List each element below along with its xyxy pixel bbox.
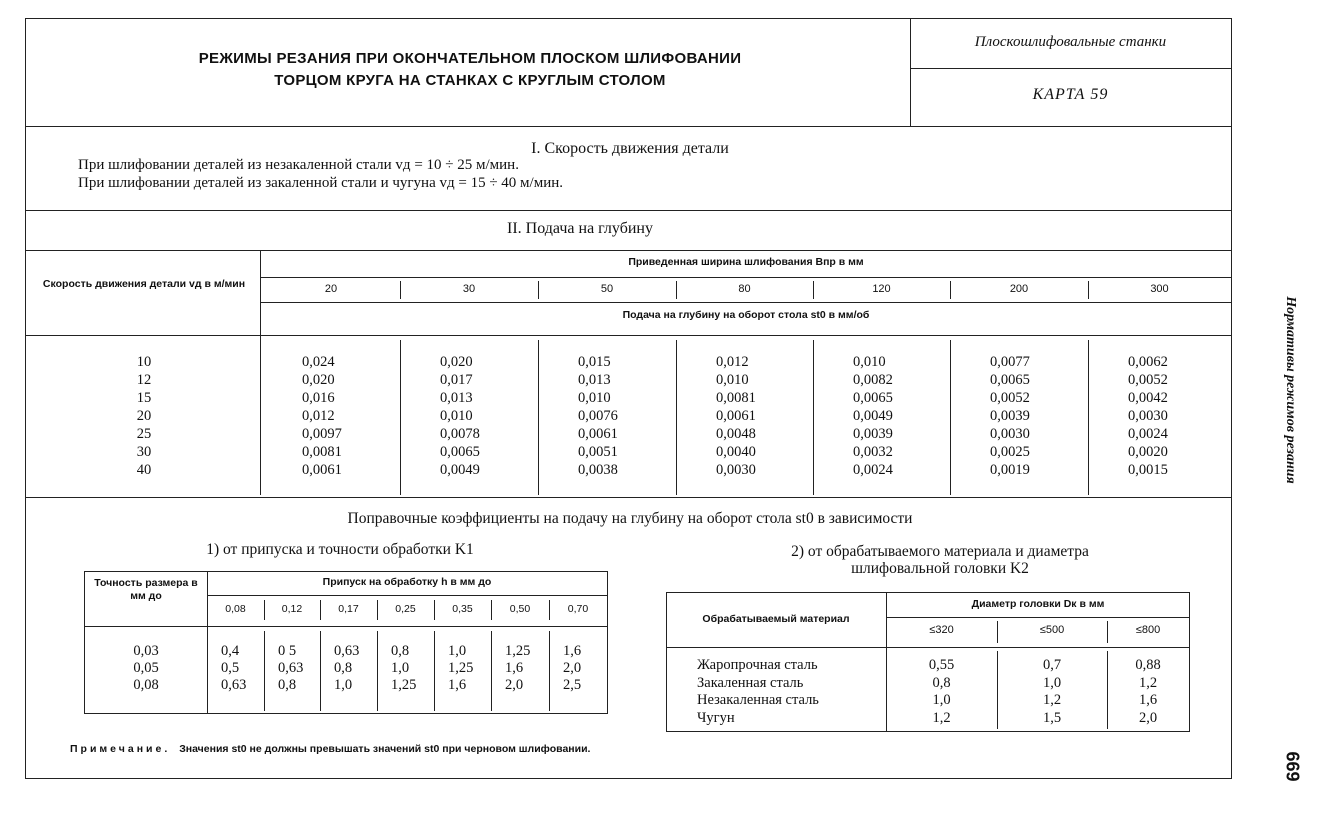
- feed-value: 0,0032: [853, 444, 893, 460]
- note: [70, 743, 590, 755]
- k2-value: 1,6: [1138, 692, 1158, 708]
- feed-value: 0,010: [440, 408, 473, 424]
- k1-allowance: 0,25: [395, 603, 416, 615]
- feed-value: 0,0076: [578, 408, 618, 424]
- machine-type: Плоскошлифовальные станки: [974, 34, 1167, 50]
- feed-value: 0,015: [578, 354, 611, 370]
- width-value: 50: [600, 283, 614, 295]
- speed-value: 20: [136, 408, 152, 424]
- k1-value-column: [334, 643, 359, 694]
- k2-material-column: [697, 657, 819, 727]
- card-number: КАРТА 59: [1032, 86, 1109, 103]
- k2-diameter: ≤320: [929, 624, 954, 636]
- section-2-title: II. Подача на глубину: [507, 220, 653, 237]
- feed-value: 0,0065: [440, 444, 480, 460]
- feed-value: 0,0048: [716, 426, 756, 442]
- k1-accuracy: 0,05: [133, 660, 159, 676]
- k2-value: 1,2: [932, 709, 951, 726]
- feed-value: 0,0024: [1128, 426, 1168, 442]
- feed-value: 0,012: [716, 354, 749, 370]
- k1-accuracy: 0,03: [133, 643, 159, 659]
- k1-value: 0 5: [278, 643, 297, 659]
- feed-value: 0,013: [440, 390, 473, 406]
- k2-value: 1,2: [1138, 674, 1158, 691]
- feed-value: 0,0051: [578, 444, 618, 460]
- k2-value-column: [1107, 657, 1189, 727]
- k1-allowance: 0,70: [567, 603, 589, 615]
- feed-value: 0,0052: [990, 390, 1030, 406]
- feed-value: 0,0049: [853, 408, 893, 424]
- column-separator: [813, 340, 814, 495]
- feed-value: 0,010: [716, 372, 749, 388]
- feed-value: 0,0024: [853, 462, 893, 478]
- feed-value: 0,017: [440, 372, 473, 388]
- k1-allowance: 0,08: [225, 603, 246, 615]
- feed-column: [990, 353, 1030, 479]
- feed-value: 0,0030: [716, 462, 756, 478]
- k1-value: 1,0: [334, 677, 353, 693]
- k2-value: 0,55: [928, 657, 955, 673]
- speed-value: 10: [136, 354, 152, 370]
- feed-value: 0,0019: [990, 462, 1030, 478]
- k1-accuracy-column: [86, 643, 206, 694]
- width-value: 20: [324, 283, 338, 295]
- feed-value: 0,0097: [302, 426, 342, 442]
- k1-col-header: Припуск на обработку h в мм до: [322, 576, 492, 588]
- k2-material: Незакаленная сталь: [697, 692, 819, 708]
- k1-value: 0,63: [221, 677, 247, 693]
- width-header: Приведенная ширина шлифования Bпр в мм: [628, 256, 864, 268]
- k2-title-line-1: 2) от обрабатываемого материала и диаметра: [791, 543, 1089, 560]
- k2-diameter: ≤500: [1039, 624, 1065, 636]
- feed-column: [1128, 353, 1168, 479]
- k1-column-separator: [264, 631, 265, 711]
- feed-value: 0,010: [578, 390, 611, 406]
- title-line-2: ТОРЦОМ КРУГА НА СТАНКАХ С КРУГЛЫМ СТОЛОМ: [274, 72, 666, 89]
- k1-allowance: 0,35: [452, 603, 473, 615]
- feed-column: [440, 353, 480, 479]
- k1-value: 1,0: [391, 660, 410, 676]
- section-1-line-2: При шлифовании деталей из закаленной стали и чугуна vд = 15 ÷ 40 м/мин.: [78, 175, 564, 191]
- k2-value-column: [886, 657, 997, 727]
- feed-column: [578, 353, 618, 479]
- feed-value: 0,0042: [1128, 390, 1168, 406]
- sidebar-vertical-text: Нормативы режимов резания: [1283, 296, 1298, 484]
- k1-value-column: [278, 643, 303, 694]
- feed-column: [853, 353, 893, 479]
- feed-value: 0,0039: [990, 408, 1030, 424]
- k2-value: 0,7: [1042, 657, 1062, 673]
- k1-value: 1,6: [448, 677, 467, 693]
- k1-value-column: [505, 643, 530, 694]
- section-1-title: I. Скорость движения детали: [531, 140, 729, 157]
- width-value: 300: [1150, 283, 1169, 295]
- speed-value: 15: [136, 390, 152, 406]
- page-number: 669: [1282, 751, 1303, 782]
- k2-value: 1,2: [1042, 692, 1062, 708]
- speed-column: [30, 353, 258, 479]
- k1-allowance: 0,50: [509, 603, 531, 615]
- k2-material: Чугун: [697, 709, 735, 726]
- feed-value: 0,012: [302, 408, 335, 424]
- column-separator: [400, 340, 401, 495]
- column-separator: [1088, 340, 1089, 495]
- k1-value: 2,0: [563, 660, 582, 676]
- k1-value: 0,4: [221, 643, 240, 659]
- column-separator: [676, 340, 677, 495]
- k1-value: 0,63: [334, 643, 360, 659]
- feed-value: 0,0030: [1128, 408, 1168, 424]
- speed-value: 30: [136, 444, 152, 460]
- corrections-title: Поправочные коэффициенты на подачу на глубину на оборот стола st0 в зависимости: [347, 510, 913, 527]
- k1-column-separator: [320, 631, 321, 711]
- column-separator: [538, 340, 539, 495]
- k2-value: 1,0: [1042, 674, 1062, 691]
- feed-value: 0,0062: [1128, 354, 1168, 370]
- k2-material: Закаленная сталь: [697, 674, 804, 691]
- k1-value: 1,6: [563, 643, 582, 659]
- k1-value: 0,63: [278, 660, 304, 676]
- note-text: Значения st0 не должны превышать значений st0 при черновом шлифовании.: [179, 743, 591, 755]
- k1-row-header: Точность размера в мм до: [94, 577, 198, 602]
- feed-value: 0,0065: [990, 372, 1030, 388]
- feed-value: 0,0065: [853, 390, 893, 406]
- k1-value: 1,25: [448, 660, 474, 676]
- feed-value: 0,0061: [578, 426, 618, 442]
- feed-value: 0,020: [440, 354, 473, 370]
- k1-value-column: [448, 643, 473, 694]
- k2-value: 0,88: [1135, 657, 1161, 673]
- feed-value: 0,0077: [990, 354, 1030, 370]
- feed-value: 0,013: [578, 372, 611, 388]
- k2-col-header: Диаметр головки Dк в мм: [971, 598, 1105, 610]
- k1-value: 0,5: [221, 660, 240, 676]
- k1-title: 1) от припуска и точности обработки K1: [206, 541, 474, 558]
- feed-value: 0,020: [302, 372, 335, 388]
- k2-title-line-2: шлифовальной головки K2: [851, 560, 1029, 577]
- k1-accuracy: 0,08: [133, 677, 159, 693]
- feed-value: 0,0038: [578, 462, 618, 478]
- k1-value-column: [563, 643, 581, 694]
- k2-diameter: ≤800: [1135, 624, 1161, 636]
- k1-value: 1,25: [505, 643, 531, 659]
- k1-column-separator: [549, 631, 550, 711]
- feed-value: 0,0020: [1128, 444, 1168, 460]
- feed-value: 0,024: [302, 354, 335, 370]
- width-value: 200: [1009, 283, 1029, 295]
- feed-value: 0,0049: [440, 462, 480, 478]
- k2-value: 1,0: [932, 692, 951, 708]
- feed-value: 0,0052: [1128, 372, 1168, 388]
- k1-value: 0,8: [334, 660, 353, 676]
- k1-value: 2,5: [563, 677, 582, 693]
- feed-column: [302, 353, 342, 479]
- k1-value: 0,8: [278, 677, 297, 693]
- k1-value: 1,0: [448, 643, 467, 659]
- k2-value: 2,0: [1138, 709, 1158, 726]
- feed-value: 0,0040: [716, 444, 756, 460]
- feed-value: 0,0039: [853, 426, 893, 442]
- speed-value: 12: [136, 372, 152, 388]
- feed-value: 0,0061: [716, 408, 756, 424]
- feed-value: 0,016: [302, 390, 335, 406]
- k1-value: 0,8: [391, 643, 410, 659]
- k2-value-column: [997, 657, 1107, 727]
- k2-value: 0,8: [932, 674, 951, 691]
- feed-column: [716, 353, 756, 479]
- k1-allowance: 0,17: [338, 603, 359, 615]
- width-value: 30: [462, 283, 476, 295]
- k2-row-header: Обрабатываемый материал: [702, 613, 850, 625]
- feed-value: 0,0015: [1128, 462, 1168, 478]
- feed-value: 0,0078: [440, 426, 480, 442]
- note-label: Примечание.: [70, 743, 171, 755]
- k1-value-column: [391, 643, 416, 694]
- k2-material: Жаропрочная сталь: [697, 657, 818, 673]
- feed-header: Подача на глубину на оборот стола st0 в мм/об: [622, 309, 870, 321]
- k1-column-separator: [491, 631, 492, 711]
- width-value: 120: [872, 283, 891, 295]
- k2-value: 1,5: [1042, 709, 1062, 726]
- k1-column-separator: [434, 631, 435, 711]
- speed-column-header: Скорость движения детали vд в м/мин: [42, 278, 246, 290]
- speed-value: 25: [136, 426, 152, 442]
- column-separator: [950, 340, 951, 495]
- title-line-1: РЕЖИМЫ РЕЗАНИЯ ПРИ ОКОНЧАТЕЛЬНОМ ПЛОСКОМ ШЛИФОВАНИИ: [198, 50, 742, 67]
- feed-value: 0,0081: [302, 444, 342, 460]
- k1-value-column: [221, 643, 246, 694]
- width-value: 80: [738, 283, 751, 295]
- k1-value: 1,25: [391, 677, 417, 693]
- section-1-line-1: При шлифовании деталей из незакаленной стали vд = 10 ÷ 25 м/мин.: [78, 157, 519, 173]
- k1-column-separator: [377, 631, 378, 711]
- feed-value: 0,0030: [990, 426, 1030, 442]
- k1-allowance: 0,12: [281, 603, 303, 615]
- feed-value: 0,0061: [302, 462, 342, 478]
- speed-value: 40: [136, 462, 152, 478]
- k1-value: 1,6: [505, 660, 524, 676]
- k1-value: 2,0: [505, 677, 524, 693]
- feed-value: 0,0025: [990, 444, 1030, 460]
- feed-value: 0,0081: [716, 390, 756, 406]
- feed-value: 0,010: [853, 354, 886, 370]
- feed-value: 0,0082: [853, 372, 893, 388]
